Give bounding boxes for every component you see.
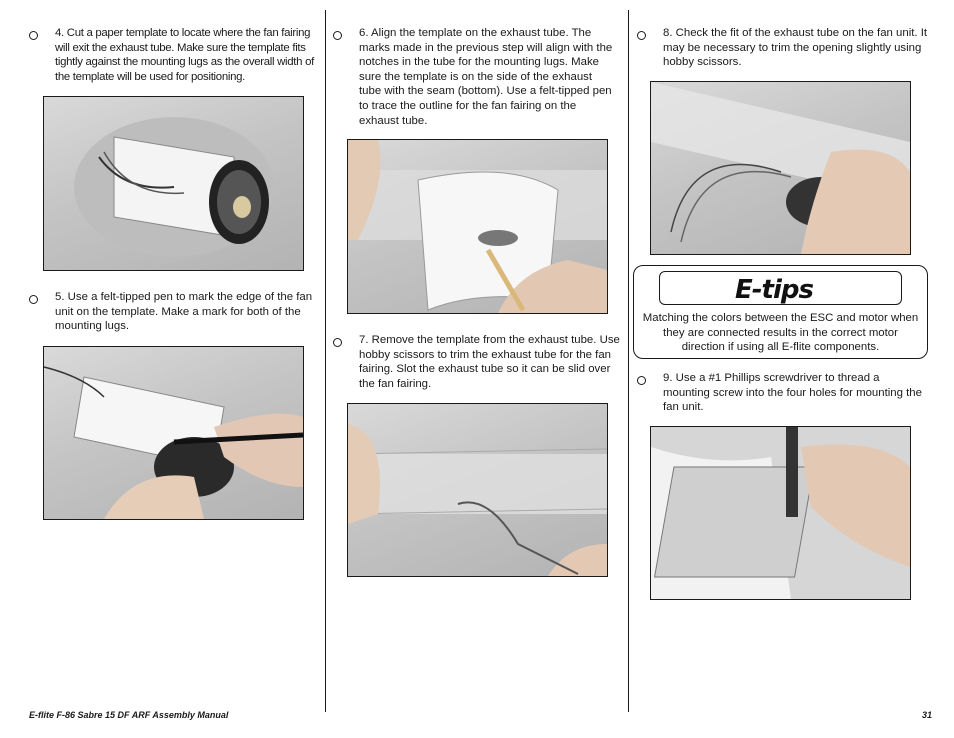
fit-check-photo bbox=[650, 81, 911, 255]
checkbox-bullet-icon[interactable] bbox=[29, 31, 38, 40]
etips-logo-frame bbox=[659, 271, 902, 305]
column-divider bbox=[325, 10, 326, 712]
checkbox-bullet-icon[interactable] bbox=[637, 376, 646, 385]
template-on-tube-photo bbox=[347, 139, 608, 314]
step-4-text: 4. Cut a paper template to locate where the fan fairing will exit the exhaust tube. Make sure the template fits tightly against the mounting lugs as the overall width of the template will be used for positioning. bbox=[55, 27, 314, 83]
mounting-screw-photo bbox=[650, 426, 911, 600]
step-8-text: 8. Check the fit of the exhaust tube on the fan unit. It may be necessary to trim the opening slightly using hobby scissors. bbox=[663, 27, 928, 69]
footer-manual-title: E-flite F-86 Sabre 15 DF ARF Assembly Manual bbox=[29, 710, 229, 720]
step-6-text: 6. Align the template on the exhaust tube. The marks made in the previous step will align with the notches in the tube for the mounting lugs. Make sure the template is on the side of the exhaust tube with the seam (bottom). Use a felt-tipped pen to trace the outline for the fan fairing on the exhaust tube. bbox=[359, 27, 613, 127]
marking-template-photo bbox=[43, 346, 304, 520]
etips-text: Matching the colors between the ESC and motor when they are connected results in the correct motor direction if using all E-flite components. bbox=[642, 312, 919, 354]
column-divider bbox=[628, 10, 629, 712]
checkbox-bullet-icon[interactable] bbox=[637, 31, 646, 40]
step-9-text: 9. Use a #1 Phillips screwdriver to thread a mounting screw into the four holes for mounting the fan unit. bbox=[663, 372, 922, 414]
etips-box bbox=[633, 265, 928, 359]
trimming-tube-photo bbox=[347, 403, 608, 577]
etips-logo: E-tips bbox=[735, 275, 813, 305]
checkbox-bullet-icon[interactable] bbox=[29, 295, 38, 304]
fan-unit-template-photo bbox=[43, 96, 304, 271]
checkbox-bullet-icon[interactable] bbox=[333, 31, 342, 40]
footer-page-number: 31 bbox=[922, 710, 933, 720]
checkbox-bullet-icon[interactable] bbox=[333, 338, 342, 347]
step-7-text: 7. Remove the template from the exhaust tube. Use hobby scissors to trim the exhaust tube for the fan fairing. Slot the exhaust tube so it can be slid over the fan fairing. bbox=[359, 334, 620, 390]
step-5-text: 5. Use a felt-tipped pen to mark the edge of the fan unit on the template. Make a mark for both of the mounting lugs. bbox=[55, 291, 313, 333]
